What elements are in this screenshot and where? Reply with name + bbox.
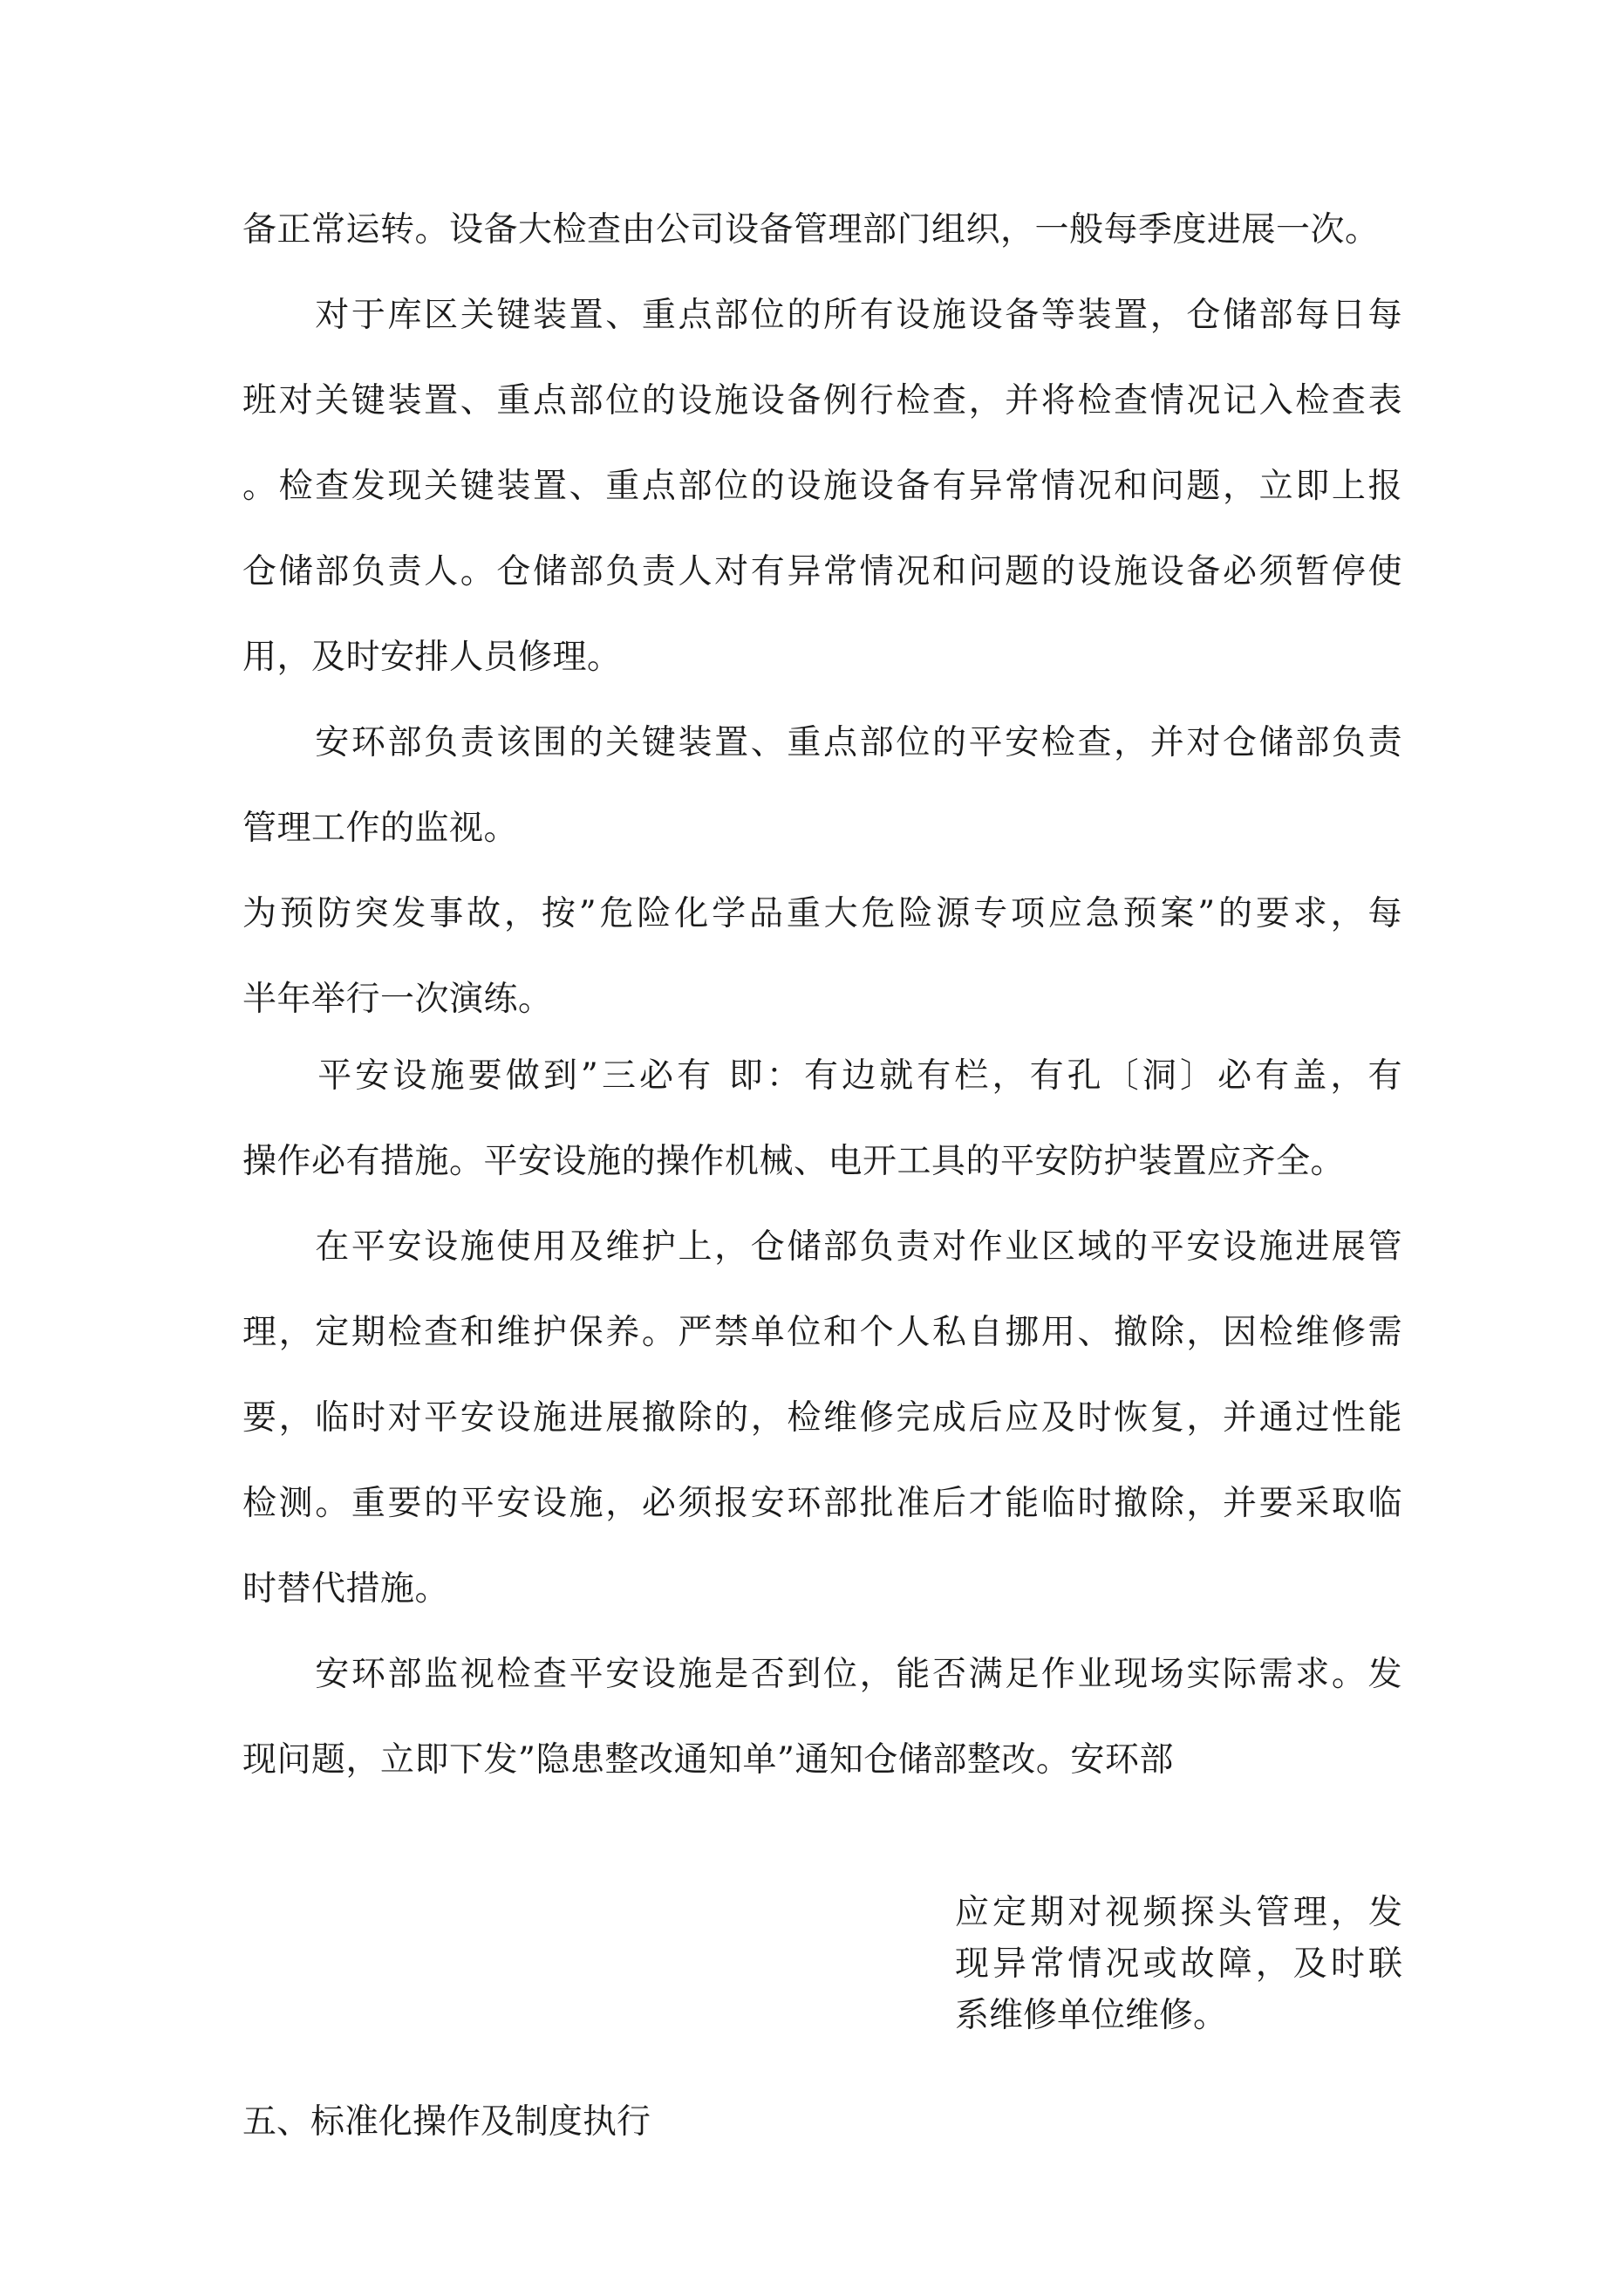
text-line: 要，临时对平安设施进展撤除的，检维修完成后应及时恢复，并通过性能 (242, 1398, 1402, 1438)
text-line: 操作必有措施。平安设施的操作机械、电开工具的平安防护装置应齐全。 (242, 1142, 1346, 1181)
text-line: 系维修单位维修。 (955, 1996, 1228, 2035)
paragraph-equipment-check (242, 188, 1402, 273)
text-line: 现异常情况或故障，及时联 (955, 1944, 1402, 1984)
paragraph-key-devices (242, 273, 1402, 700)
text-line: 对于库区关键装置、重点部位的所有设施设备等装置，仓储部每日每 (242, 296, 1402, 335)
section-heading: 五、标准化操作及制度执行 (242, 2102, 651, 2142)
text-line: 班对关键装置、重点部位的设施设备例行检查，并将检查情况记入检查表 (242, 381, 1402, 420)
text-line: 在平安设施使用及维护上，仓储部负责对作业区域的平安设施进展管 (242, 1227, 1402, 1267)
text-line: 。检查发现关键装置、重点部位的设施设备有异常情况和问题，立即上报 (242, 467, 1402, 506)
paragraph-facility-maintenance (242, 1205, 1402, 1632)
text-line: 半年举行一次演练。 (242, 980, 553, 1019)
text-line: 备正常运转。设备大检查由公司设备管理部门组织，一般每季度进展一次。 (242, 210, 1380, 249)
text-line: 理，定期检查和维护保养。严禁单位和个人私自挪用、撤除，因检维修需 (242, 1313, 1402, 1352)
text-line: 安环部负责该围的关键装置、重点部位的平安检查，并对仓储部负责 (242, 723, 1402, 762)
text-line: 为预防突发事故，按”危险化学品重大危险源专项应急预案”的要求，每 (242, 894, 1402, 933)
text-line: 用，及时安排人员修理。 (242, 638, 622, 677)
paragraph-emergency-drill (242, 871, 1402, 1042)
side-note-video-probe (955, 1887, 1402, 2041)
paragraph-inspection (242, 1632, 1402, 1803)
paragraph-three-musts (242, 1034, 1402, 1205)
text-line: 平安设施要做到”三必有 即：有边就有栏，有孔〔洞〕必有盖，有 (242, 1056, 1402, 1096)
text-line: 现问题，立即下发”隐患整改通知单”通知仓储部整改。安环部 (242, 1740, 1174, 1780)
paragraph-safety-dept (242, 700, 1402, 871)
text-line: 检测。重要的平安设施，必须报安环部批准后才能临时撤除，并要采取临 (242, 1484, 1402, 1523)
text-line: 安环部监视检查平安设施是否到位，能否满足作业现场实际需求。发 (242, 1655, 1402, 1694)
text-line: 仓储部负责人。仓储部负责人对有异常情况和问题的设施设备必须暂停使 (242, 552, 1402, 591)
text-line: 管理工作的监视。 (242, 809, 519, 848)
text-line: 应定期对视频探头管理，发 (955, 1893, 1402, 1932)
text-line: 时替代措施。 (242, 1569, 450, 1609)
